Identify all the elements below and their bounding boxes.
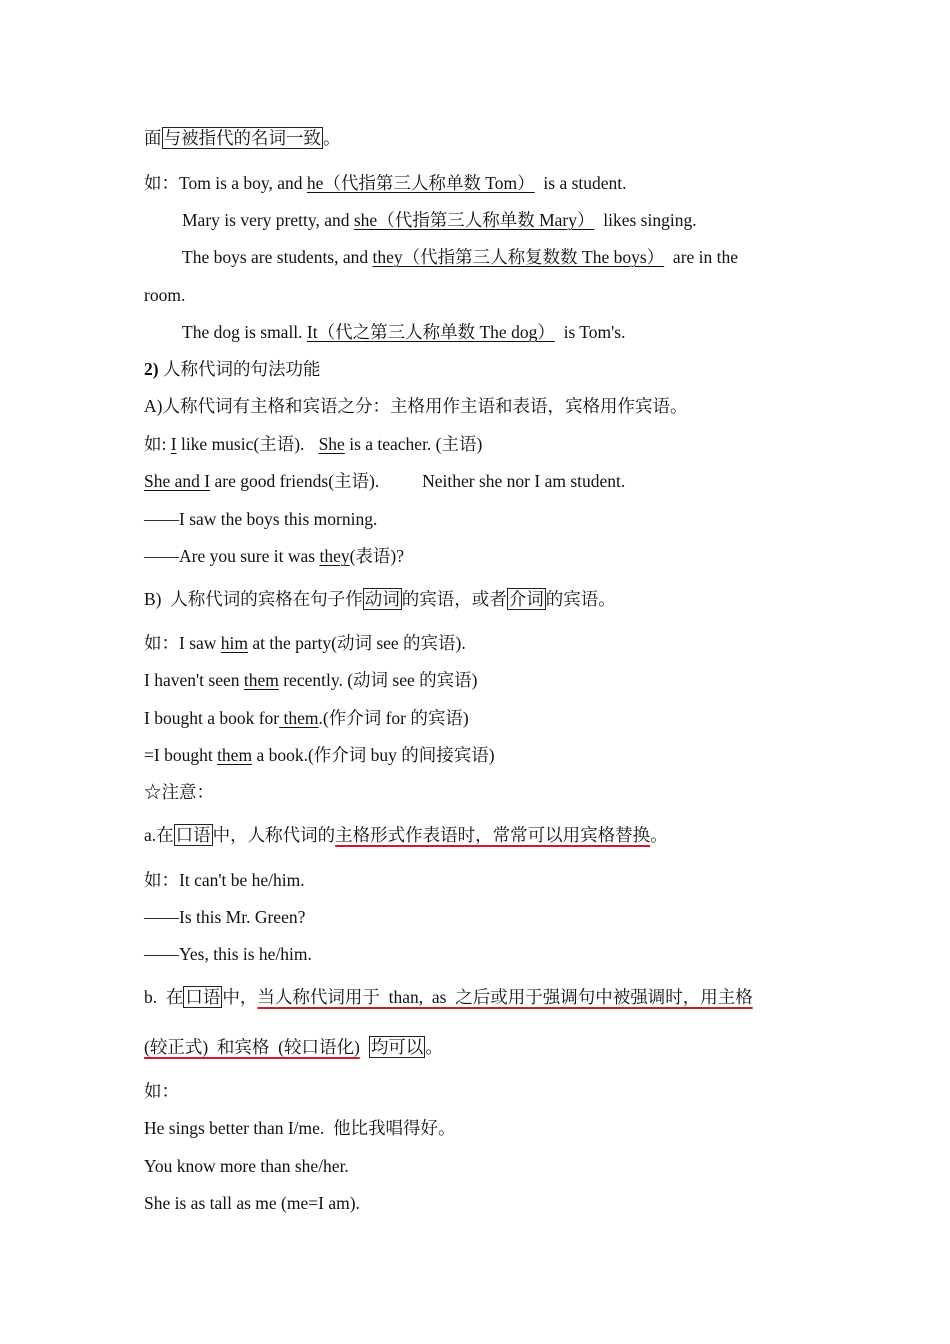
- example-line: [182, 321, 625, 343]
- text: like music(主语).: [176, 434, 305, 454]
- text: b. 在: [144, 987, 184, 1007]
- example-line: [182, 246, 738, 268]
- underlined-text: them: [217, 745, 253, 765]
- red-underlined-text: 当人称代词用于 than, as 之后或用于强调句中被强调时，用主格: [257, 987, 753, 1007]
- text: 如：It can't be he/him.: [144, 870, 305, 890]
- text: I bought a book for: [144, 708, 280, 728]
- note-heading: [144, 781, 214, 803]
- boxed-keyword: 介词: [508, 589, 544, 609]
- underlined-text: It（代之第三人称单数 The dog）: [306, 322, 555, 342]
- text: 中，人称代词的: [212, 825, 336, 845]
- example-line: [144, 284, 185, 306]
- text: 。: [425, 1037, 443, 1057]
- text: are in the: [664, 247, 739, 267]
- example-line: [144, 1117, 456, 1139]
- text: ——Yes, this is he/him.: [144, 944, 312, 964]
- example-line: [144, 545, 404, 567]
- boxed-keyword: 口语: [185, 987, 221, 1007]
- text: .(作介词 for 的宾语): [318, 708, 469, 728]
- text: =I bought: [144, 745, 218, 765]
- underlined-text: them: [243, 670, 279, 690]
- rule-line: [144, 986, 753, 1008]
- text: is a teacher. (主语): [344, 434, 483, 454]
- text: (表语)?: [349, 546, 405, 566]
- text: He sings better than I/me. 他比我唱得好。: [144, 1118, 456, 1138]
- underlined-text: he（代指第三人称单数 Tom）: [306, 173, 535, 193]
- text: room.: [144, 285, 186, 305]
- text: 如：Tom is a boy, and: [144, 173, 307, 193]
- boxed-keyword: 均可以: [370, 1037, 424, 1057]
- example-line: [182, 209, 697, 231]
- underlined-text: they: [319, 546, 350, 566]
- example-line: [144, 172, 627, 194]
- text: I haven't seen: [144, 670, 244, 690]
- text: is a student.: [534, 173, 627, 193]
- underlined-text: they（代指第三人称复数数 The boys）: [372, 247, 665, 267]
- text: Neither she nor I am student.: [422, 471, 626, 491]
- text: The dog is small.: [182, 322, 307, 342]
- underlined-text: I: [170, 434, 177, 454]
- text: 中，: [222, 987, 258, 1007]
- section-heading: [144, 358, 320, 380]
- example-line: [144, 943, 312, 965]
- rule-line: [144, 824, 668, 846]
- underlined-text: him: [220, 633, 249, 653]
- text: a.在: [144, 825, 174, 845]
- text: are good friends(主语).: [210, 471, 380, 491]
- text: 如:: [144, 434, 171, 454]
- example-line: [144, 433, 482, 455]
- boxed-keyword: 口语: [175, 825, 211, 845]
- section-number: 2): [144, 359, 159, 379]
- example-line: [144, 669, 477, 691]
- text: 。: [650, 825, 668, 845]
- text-line: [144, 127, 341, 149]
- boxed-keyword: 动词: [364, 589, 400, 609]
- text: Mary is very pretty, and: [182, 210, 354, 230]
- text: 如：: [144, 1081, 179, 1101]
- example-line: [144, 508, 377, 530]
- example-line: [144, 744, 495, 766]
- text: likes singing.: [594, 210, 697, 230]
- text: ☆注意：: [144, 782, 214, 802]
- text: B) 人称代词的宾格在句子作: [144, 589, 363, 609]
- text: 的宾语。: [545, 589, 616, 609]
- text: 。: [323, 128, 341, 148]
- boxed-keyword: 与被指代的名词一致: [163, 128, 321, 148]
- underlined-text: she（代指第三人称单数 Mary）: [353, 210, 595, 230]
- rule-line: [144, 1036, 443, 1058]
- example-line: [144, 869, 305, 891]
- example-line: [144, 906, 305, 928]
- rule-line: [144, 395, 687, 417]
- rule-line: [144, 588, 616, 610]
- text: 如：I saw: [144, 633, 221, 653]
- red-underlined-text: (较正式) 和宾格 (较口语化): [144, 1037, 360, 1057]
- text: is Tom's.: [554, 322, 626, 342]
- example-line: [144, 707, 469, 729]
- text: A)人称代词有主格和宾语之分：主格用作主语和表语，宾格用作宾语。: [144, 396, 688, 416]
- underlined-text: She and I: [144, 471, 211, 491]
- text: ——I saw the boys this morning.: [144, 509, 378, 529]
- text: The boys are students, and: [182, 247, 373, 267]
- text: at the party(动词 see 的宾语).: [248, 633, 466, 653]
- text: 面: [144, 128, 162, 148]
- text: a book.(作介词 buy 的间接宾语): [252, 745, 495, 765]
- example-line: [144, 470, 625, 492]
- text: You know more than she/her.: [144, 1156, 349, 1176]
- section-title: 人称代词的句法功能: [158, 359, 321, 379]
- red-underlined-text: 主格形式作表语时，常常可以用宾格替换: [335, 825, 651, 845]
- example-line: [144, 632, 466, 654]
- underlined-text: them: [279, 708, 319, 728]
- example-line: [144, 1155, 349, 1177]
- text: She is as tall as me (me=I am).: [144, 1193, 360, 1213]
- example-line: [144, 1080, 179, 1102]
- example-line: [144, 1192, 360, 1214]
- text: recently. (动词 see 的宾语): [278, 670, 478, 690]
- text: ——Are you sure it was: [144, 546, 320, 566]
- text: 的宾语，或者: [401, 589, 507, 609]
- text: ——Is this Mr. Green?: [144, 907, 306, 927]
- underlined-text: She: [318, 434, 345, 454]
